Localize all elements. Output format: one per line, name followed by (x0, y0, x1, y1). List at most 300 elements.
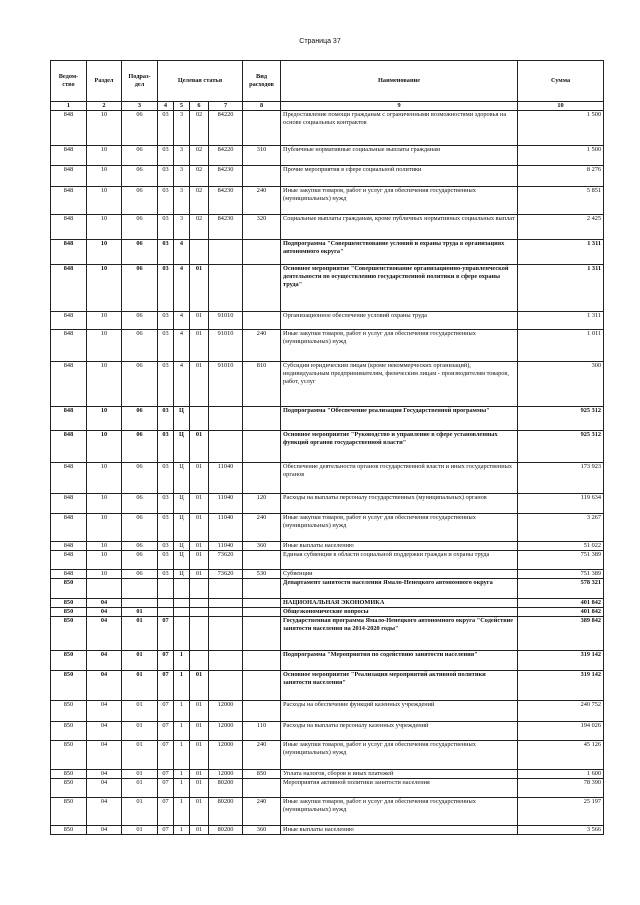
cell-sum: 2 425 (518, 215, 604, 240)
cell-event: 01 (190, 312, 209, 330)
cell-sum: 240 752 (518, 701, 604, 722)
cell-event (190, 579, 209, 599)
header-podrazdel: Подраз-дел (122, 61, 158, 102)
cell-direction: 84220 (209, 111, 243, 146)
cell-subprogram (174, 579, 190, 599)
cell-podrazdel: 01 (122, 671, 158, 701)
cell-direction: 84230 (209, 166, 243, 187)
cell-razdel: 04 (87, 826, 122, 835)
cell-event: 01 (190, 431, 209, 463)
cell-direction: 84220 (209, 146, 243, 166)
cell-podrazdel (122, 599, 158, 608)
cell-direction (209, 579, 243, 599)
cell-razdel: 04 (87, 779, 122, 798)
cell-razdel: 04 (87, 671, 122, 701)
cell-direction: 11040 (209, 542, 243, 551)
cell-subprogram: 1 (174, 798, 190, 826)
header-vid: Вид расходов (243, 61, 281, 102)
cell-expense-type (243, 463, 281, 494)
cell-razdel: 10 (87, 463, 122, 494)
cell-event: 01 (190, 542, 209, 551)
cell-expense-type (243, 579, 281, 599)
cell-name: НАЦИОНАЛЬНАЯ ЭКОНОМИКА (281, 599, 518, 608)
cell-podrazdel: 06 (122, 166, 158, 187)
cell-podrazdel: 06 (122, 463, 158, 494)
cell-sum: 925 312 (518, 431, 604, 463)
cell-sum: 319 142 (518, 671, 604, 701)
cell-program: 03 (158, 463, 174, 494)
cell-razdel: 04 (87, 741, 122, 770)
cell-name: Основное мероприятие "Руководство и управление в сфере установленных функций органов государственной власти" (281, 431, 518, 463)
cell-expense-type: 530 (243, 570, 281, 579)
cell-podrazdel: 01 (122, 779, 158, 798)
cell-vedomstvo: 848 (51, 463, 87, 494)
table-row (51, 146, 604, 166)
cell-direction: 11040 (209, 494, 243, 514)
cell-expense-type: 240 (243, 514, 281, 542)
cell-direction (209, 671, 243, 701)
cell-expense-type (243, 701, 281, 722)
cell-event: 01 (190, 770, 209, 779)
cell-expense-type: 810 (243, 362, 281, 407)
cell-subprogram: 3 (174, 187, 190, 215)
cell-program (158, 608, 174, 617)
cell-event: 01 (190, 265, 209, 312)
cell-subprogram: Ц (174, 514, 190, 542)
cell-event: 01 (190, 362, 209, 407)
cell-podrazdel: 01 (122, 798, 158, 826)
cell-expense-type: 360 (243, 826, 281, 835)
cell-expense-type (243, 312, 281, 330)
cell-subprogram (174, 608, 190, 617)
table-row (51, 463, 604, 494)
cell-sum: 300 (518, 362, 604, 407)
cell-direction: 73620 (209, 551, 243, 570)
cell-direction: 80200 (209, 826, 243, 835)
table-row (51, 362, 604, 407)
cell-vedomstvo: 848 (51, 240, 87, 265)
cell-name: Обеспечение деятельности органов государственной власти и иных государственных органов (281, 463, 518, 494)
cell-expense-type (243, 671, 281, 701)
cell-vedomstvo: 850 (51, 798, 87, 826)
cell-sum: 751 389 (518, 570, 604, 579)
cell-sum: 25 197 (518, 798, 604, 826)
cell-direction (209, 407, 243, 431)
cell-event: 01 (190, 514, 209, 542)
cell-program: 07 (158, 798, 174, 826)
cell-razdel: 10 (87, 431, 122, 463)
cell-podrazdel: 06 (122, 215, 158, 240)
cell-razdel: 10 (87, 514, 122, 542)
cell-vedomstvo: 848 (51, 494, 87, 514)
cell-event (190, 608, 209, 617)
table-row (51, 651, 604, 671)
cell-direction: 84230 (209, 187, 243, 215)
table-row (51, 330, 604, 362)
cell-event: 01 (190, 494, 209, 514)
cell-event: 01 (190, 463, 209, 494)
cell-subprogram: Ц (174, 551, 190, 570)
cell-direction (209, 265, 243, 312)
cell-subprogram: 3 (174, 146, 190, 166)
cell-expense-type: 310 (243, 146, 281, 166)
header-vedomstvo: Ведом-ство (51, 61, 87, 102)
col-number: 5 (174, 102, 190, 111)
cell-expense-type (243, 431, 281, 463)
cell-program: 07 (158, 741, 174, 770)
table-row (51, 741, 604, 770)
cell-vedomstvo: 848 (51, 265, 87, 312)
col-number: 3 (122, 102, 158, 111)
cell-event: 01 (190, 722, 209, 741)
table-row (51, 542, 604, 551)
cell-event: 02 (190, 187, 209, 215)
cell-subprogram: Ц (174, 570, 190, 579)
cell-razdel: 10 (87, 362, 122, 407)
cell-sum: 1 311 (518, 265, 604, 312)
cell-program: 03 (158, 407, 174, 431)
cell-program: 03 (158, 166, 174, 187)
cell-event: 01 (190, 741, 209, 770)
cell-podrazdel: 06 (122, 111, 158, 146)
cell-sum: 1 500 (518, 111, 604, 146)
cell-subprogram: Ц (174, 542, 190, 551)
cell-vedomstvo: 850 (51, 722, 87, 741)
table-row (51, 111, 604, 146)
header-razdel: Раздел (87, 61, 122, 102)
cell-expense-type (243, 779, 281, 798)
table-row (51, 494, 604, 514)
cell-subprogram: 3 (174, 111, 190, 146)
cell-event (190, 407, 209, 431)
col-number: 1 (51, 102, 87, 111)
cell-razdel: 10 (87, 111, 122, 146)
cell-podrazdel: 06 (122, 514, 158, 542)
cell-expense-type: 120 (243, 494, 281, 514)
cell-sum: 401 842 (518, 599, 604, 608)
cell-program: 07 (158, 651, 174, 671)
cell-expense-type: 850 (243, 770, 281, 779)
cell-expense-type: 240 (243, 741, 281, 770)
cell-name: Общеэкономические вопросы (281, 608, 518, 617)
cell-podrazdel: 01 (122, 722, 158, 741)
cell-podrazdel: 06 (122, 146, 158, 166)
cell-expense-type (243, 166, 281, 187)
cell-razdel: 10 (87, 330, 122, 362)
cell-expense-type (243, 617, 281, 651)
cell-podrazdel: 01 (122, 608, 158, 617)
cell-program: 03 (158, 542, 174, 551)
cell-expense-type: 110 (243, 722, 281, 741)
cell-expense-type (243, 240, 281, 265)
cell-program: 07 (158, 701, 174, 722)
cell-vedomstvo: 848 (51, 330, 87, 362)
cell-vedomstvo: 848 (51, 187, 87, 215)
cell-name: Предоставление помощи гражданам с ограниченными возможностями здоровья на основе социальных контрактов (281, 111, 518, 146)
cell-subprogram: 4 (174, 312, 190, 330)
cell-vedomstvo: 848 (51, 146, 87, 166)
cell-program: 03 (158, 362, 174, 407)
cell-subprogram: Ц (174, 463, 190, 494)
cell-program: 07 (158, 779, 174, 798)
cell-sum: 173 923 (518, 463, 604, 494)
cell-sum: 1 500 (518, 146, 604, 166)
cell-program: 03 (158, 551, 174, 570)
table-row (51, 770, 604, 779)
cell-name: Субвенции (281, 570, 518, 579)
cell-program: 03 (158, 215, 174, 240)
cell-name: Основное мероприятие "Реализация мероприятий активной политики занятости населения" (281, 671, 518, 701)
cell-razdel: 10 (87, 551, 122, 570)
cell-vedomstvo: 850 (51, 579, 87, 599)
cell-sum: 1 011 (518, 330, 604, 362)
cell-subprogram: 3 (174, 166, 190, 187)
cell-podrazdel: 01 (122, 651, 158, 671)
cell-vedomstvo: 850 (51, 617, 87, 651)
cell-vedomstvo: 850 (51, 608, 87, 617)
cell-program: 03 (158, 514, 174, 542)
table-row (51, 701, 604, 722)
table-row (51, 599, 604, 608)
cell-podrazdel: 06 (122, 187, 158, 215)
cell-direction: 12000 (209, 722, 243, 741)
table-row (51, 407, 604, 431)
cell-sum: 1 600 (518, 770, 604, 779)
cell-sum: 119 634 (518, 494, 604, 514)
cell-event (190, 599, 209, 608)
cell-direction (209, 240, 243, 265)
cell-name: Расходы на выплаты персоналу государственных (муниципальных) органов (281, 494, 518, 514)
cell-direction: 80200 (209, 798, 243, 826)
cell-direction: 12000 (209, 741, 243, 770)
cell-program: 07 (158, 617, 174, 651)
cell-event: 01 (190, 826, 209, 835)
budget-table (50, 60, 604, 835)
cell-subprogram: 1 (174, 671, 190, 701)
cell-program: 07 (158, 770, 174, 779)
cell-program: 07 (158, 671, 174, 701)
cell-program: 07 (158, 826, 174, 835)
cell-expense-type (243, 599, 281, 608)
col-number: 6 (190, 102, 209, 111)
col-number: 10 (518, 102, 604, 111)
cell-podrazdel: 01 (122, 770, 158, 779)
cell-direction (209, 599, 243, 608)
cell-name: Иные выплаты населению (281, 542, 518, 551)
cell-event (190, 651, 209, 671)
cell-podrazdel: 06 (122, 494, 158, 514)
cell-vedomstvo: 848 (51, 551, 87, 570)
cell-podrazdel: 06 (122, 312, 158, 330)
cell-name: Государственная программа Ямало-Ненецкого автономного округа "Содействие занятости населения на 2014-2020 годы" (281, 617, 518, 651)
cell-sum: 751 389 (518, 551, 604, 570)
cell-podrazdel: 06 (122, 431, 158, 463)
cell-subprogram: 1 (174, 741, 190, 770)
cell-podrazdel: 01 (122, 826, 158, 835)
cell-sum: 3 566 (518, 826, 604, 835)
cell-expense-type: 360 (243, 542, 281, 551)
cell-subprogram (174, 599, 190, 608)
cell-name: Публичные нормативные социальные выплаты гражданам (281, 146, 518, 166)
cell-expense-type: 240 (243, 798, 281, 826)
cell-vedomstvo: 850 (51, 741, 87, 770)
cell-subprogram: 1 (174, 826, 190, 835)
cell-razdel: 10 (87, 215, 122, 240)
cell-razdel: 10 (87, 166, 122, 187)
cell-program: 03 (158, 146, 174, 166)
header-name: Наименование (281, 61, 518, 102)
column-number-row (51, 102, 604, 111)
cell-event: 01 (190, 779, 209, 798)
cell-razdel: 10 (87, 542, 122, 551)
cell-razdel: 10 (87, 240, 122, 265)
cell-podrazdel: 06 (122, 330, 158, 362)
cell-vedomstvo: 848 (51, 312, 87, 330)
cell-subprogram: Ц (174, 494, 190, 514)
cell-razdel: 04 (87, 608, 122, 617)
table-row (51, 579, 604, 599)
col-number: 8 (243, 102, 281, 111)
cell-subprogram: 4 (174, 362, 190, 407)
cell-sum: 51 022 (518, 542, 604, 551)
cell-razdel: 04 (87, 701, 122, 722)
cell-name: Расходы на обеспечение функций казенных учреждений (281, 701, 518, 722)
cell-program: 03 (158, 312, 174, 330)
cell-expense-type: 240 (243, 187, 281, 215)
table-row (51, 215, 604, 240)
cell-vedomstvo: 848 (51, 362, 87, 407)
col-number: 7 (209, 102, 243, 111)
cell-program: 03 (158, 240, 174, 265)
cell-sum: 3 267 (518, 514, 604, 542)
cell-name: Мероприятия активной политики занятости населения (281, 779, 518, 798)
cell-subprogram: 1 (174, 770, 190, 779)
cell-razdel: 10 (87, 494, 122, 514)
cell-direction: 80200 (209, 779, 243, 798)
cell-razdel: 04 (87, 770, 122, 779)
cell-expense-type (243, 608, 281, 617)
table-row (51, 312, 604, 330)
cell-subprogram: Ц (174, 431, 190, 463)
cell-name: Субсидии юридическим лицам (кроме некоммерческих организаций), индивидуальным предпринимателям, физическим лицам - производителям товаров, работ, услуг (281, 362, 518, 407)
cell-razdel: 04 (87, 599, 122, 608)
cell-event: 01 (190, 798, 209, 826)
cell-name: Основное мероприятие "Совершенствование организационно-управленческой деятельности по осуществлению государственной политики в сфере охраны труда" (281, 265, 518, 312)
table-row (51, 551, 604, 570)
cell-sum: 389 842 (518, 617, 604, 651)
cell-direction: 11040 (209, 514, 243, 542)
cell-direction (209, 651, 243, 671)
cell-name: Организационное обеспечение условий охраны труда (281, 312, 518, 330)
cell-razdel: 04 (87, 798, 122, 826)
cell-subprogram: 4 (174, 265, 190, 312)
cell-program: 07 (158, 722, 174, 741)
cell-podrazdel: 06 (122, 407, 158, 431)
cell-subprogram: 4 (174, 330, 190, 362)
cell-event (190, 240, 209, 265)
cell-event: 01 (190, 701, 209, 722)
cell-name: Подпрограмма "Обеспечение реализации Государственной программы" (281, 407, 518, 431)
table-row (51, 617, 604, 651)
table-row (51, 187, 604, 215)
cell-podrazdel: 01 (122, 741, 158, 770)
col-number: 9 (281, 102, 518, 111)
cell-vedomstvo: 848 (51, 407, 87, 431)
page-label: Страница 37 (299, 38, 341, 45)
cell-program (158, 599, 174, 608)
cell-sum: 194 026 (518, 722, 604, 741)
cell-podrazdel: 06 (122, 551, 158, 570)
cell-sum: 5 851 (518, 187, 604, 215)
cell-name: Единая субвенция в области социальной поддержки граждан и охраны труда (281, 551, 518, 570)
cell-expense-type (243, 111, 281, 146)
cell-vedomstvo: 848 (51, 431, 87, 463)
cell-razdel: 10 (87, 265, 122, 312)
cell-expense-type (243, 651, 281, 671)
cell-vedomstvo: 848 (51, 111, 87, 146)
cell-sum: 925 312 (518, 407, 604, 431)
cell-program: 03 (158, 330, 174, 362)
cell-podrazdel: 01 (122, 617, 158, 651)
cell-direction: 84230 (209, 215, 243, 240)
cell-sum: 78 390 (518, 779, 604, 798)
table-row (51, 265, 604, 312)
header-tselevaya: Целевая статья (158, 61, 243, 102)
table-row (51, 431, 604, 463)
cell-vedomstvo: 850 (51, 826, 87, 835)
cell-sum: 401 842 (518, 608, 604, 617)
cell-razdel: 10 (87, 187, 122, 215)
table-row (51, 826, 604, 835)
cell-vedomstvo: 850 (51, 779, 87, 798)
cell-vedomstvo: 848 (51, 514, 87, 542)
cell-name: Иные закупки товаров, работ и услуг для обеспечения государственных (муниципальных) нужд (281, 187, 518, 215)
cell-subprogram: 3 (174, 215, 190, 240)
cell-sum: 578 321 (518, 579, 604, 599)
cell-sum: 45 126 (518, 741, 604, 770)
cell-subprogram: 1 (174, 779, 190, 798)
table-row (51, 798, 604, 826)
cell-direction: 91010 (209, 312, 243, 330)
cell-event: 01 (190, 570, 209, 579)
cell-razdel: 04 (87, 651, 122, 671)
cell-expense-type (243, 407, 281, 431)
cell-direction: 91010 (209, 362, 243, 407)
cell-razdel: 10 (87, 312, 122, 330)
cell-name: Уплата налогов, сборов и иных платежей (281, 770, 518, 779)
cell-podrazdel: 06 (122, 240, 158, 265)
cell-sum: 1 311 (518, 312, 604, 330)
cell-sum: 319 142 (518, 651, 604, 671)
cell-razdel: 04 (87, 617, 122, 651)
cell-podrazdel: 06 (122, 362, 158, 407)
cell-program: 03 (158, 570, 174, 579)
cell-vedomstvo: 848 (51, 166, 87, 187)
table-row (51, 570, 604, 579)
cell-expense-type (243, 265, 281, 312)
cell-program: 03 (158, 111, 174, 146)
cell-name: Расходы на выплаты персоналу казенных учреждений (281, 722, 518, 741)
cell-name: Иные закупки товаров, работ и услуг для обеспечения государственных (муниципальных) нужд (281, 741, 518, 770)
cell-program: 03 (158, 265, 174, 312)
col-number: 4 (158, 102, 174, 111)
cell-expense-type (243, 551, 281, 570)
cell-podrazdel: 01 (122, 701, 158, 722)
cell-name: Иные закупки товаров, работ и услуг для обеспечения государственных (муниципальных) нужд (281, 798, 518, 826)
cell-direction: 11040 (209, 463, 243, 494)
cell-program: 03 (158, 431, 174, 463)
cell-subprogram: Ц (174, 407, 190, 431)
